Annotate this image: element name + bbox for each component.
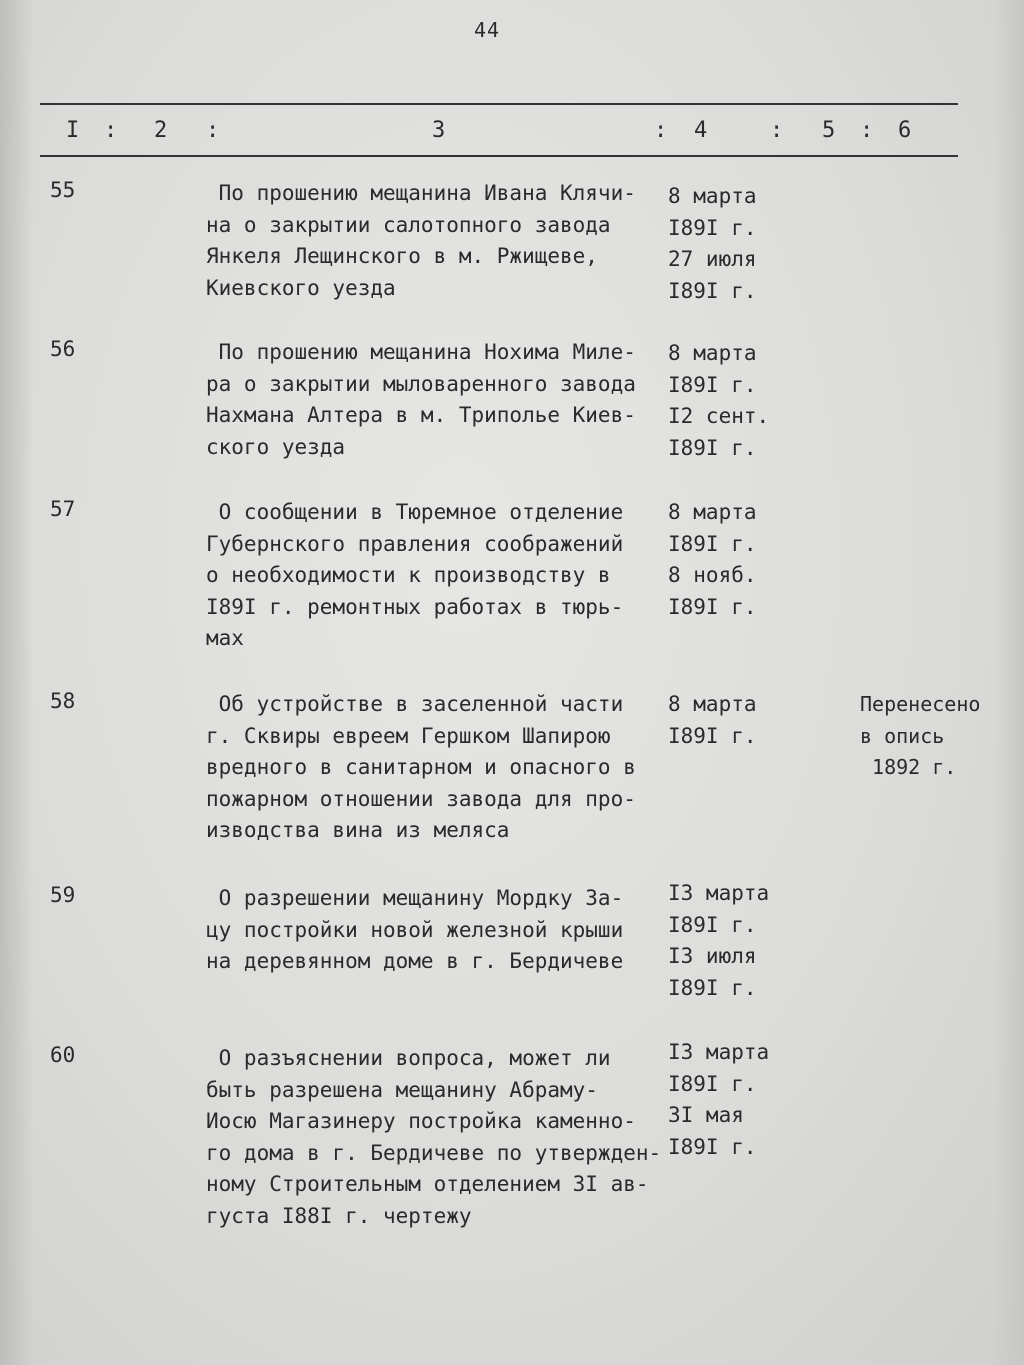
page-number: 44 — [474, 18, 501, 42]
row-dates: 8 марта I89I г. 27 июля I89I г. — [668, 184, 757, 303]
row-number: 58 — [50, 689, 76, 713]
row-number: 56 — [50, 337, 76, 361]
row-number: 60 — [50, 1043, 76, 1067]
header-separator: : — [104, 118, 120, 143]
header-separator: : — [860, 118, 876, 143]
header-separator: : — [770, 118, 786, 143]
row-dates: I3 марта I89I г. I3 июля I89I г. — [668, 881, 770, 1000]
table-header-top-rule — [40, 103, 958, 105]
header-col-3: 3 — [432, 118, 448, 143]
row-description: Об устройстве в заселенной части г. Сквиры евреем Гершком Шапирою вредного в санитарном и опасного в пожарном отношении завода для про- изводства вина из меляса — [206, 692, 636, 842]
row-description: О разрешении мещанину Мордку За- цу постройки новой железной крыши на деревянном доме в г. Бердичеве — [206, 886, 624, 973]
row-number: 59 — [50, 883, 76, 907]
table-header-bottom-rule — [40, 155, 958, 157]
row-dates: 8 марта I89I г. 8 нояб. I89I г. — [668, 500, 757, 619]
header-col-1: I — [66, 118, 82, 143]
row-description: По прошению мещанина Ивана Клячи- на о закрытии салотопного завода Янкеля Лещинского в м. Ржищеве, Киевского уезда — [206, 181, 636, 300]
row-number: 57 — [50, 497, 76, 521]
row-note: Перенесено в опись 1892 г. — [860, 692, 981, 779]
header-separator: : — [654, 118, 670, 143]
header-col-4: 4 — [694, 118, 710, 143]
header-col-6: 6 — [898, 118, 914, 143]
row-description: По прошению мещанина Нохима Миле- ра о закрытии мыловаренного завода Нахмана Алтера в м. Триполье Киев- ского уезда — [206, 340, 636, 459]
header-col-5: 5 — [822, 118, 838, 143]
row-number: 55 — [50, 178, 76, 202]
page-left-edge-shadow — [0, 0, 34, 1365]
header-separator: : — [206, 118, 222, 143]
row-dates: 8 марта I89I г. — [668, 692, 757, 748]
row-dates: I3 марта I89I г. 3I мая I89I г. — [668, 1040, 770, 1159]
row-description: О разъяснении вопроса, может ли быть разрешена мещанину Абраму- Иосю Магазинеру постройка каменно- го дома в г. Бердичеве по утвержден- ному Строительным отделением 3I ав- густа I88I г. чертежу — [206, 1046, 662, 1228]
row-dates: 8 марта I89I г. I2 сент. I89I г. — [668, 341, 770, 460]
row-description: О сообщении в Тюремное отделение Губернского правления соображений о необходимости к производству в I89I г. ремонтных работах в тюрь- мах — [206, 500, 624, 650]
page-right-edge-shadow — [994, 0, 1024, 1365]
header-col-2: 2 — [154, 118, 170, 143]
